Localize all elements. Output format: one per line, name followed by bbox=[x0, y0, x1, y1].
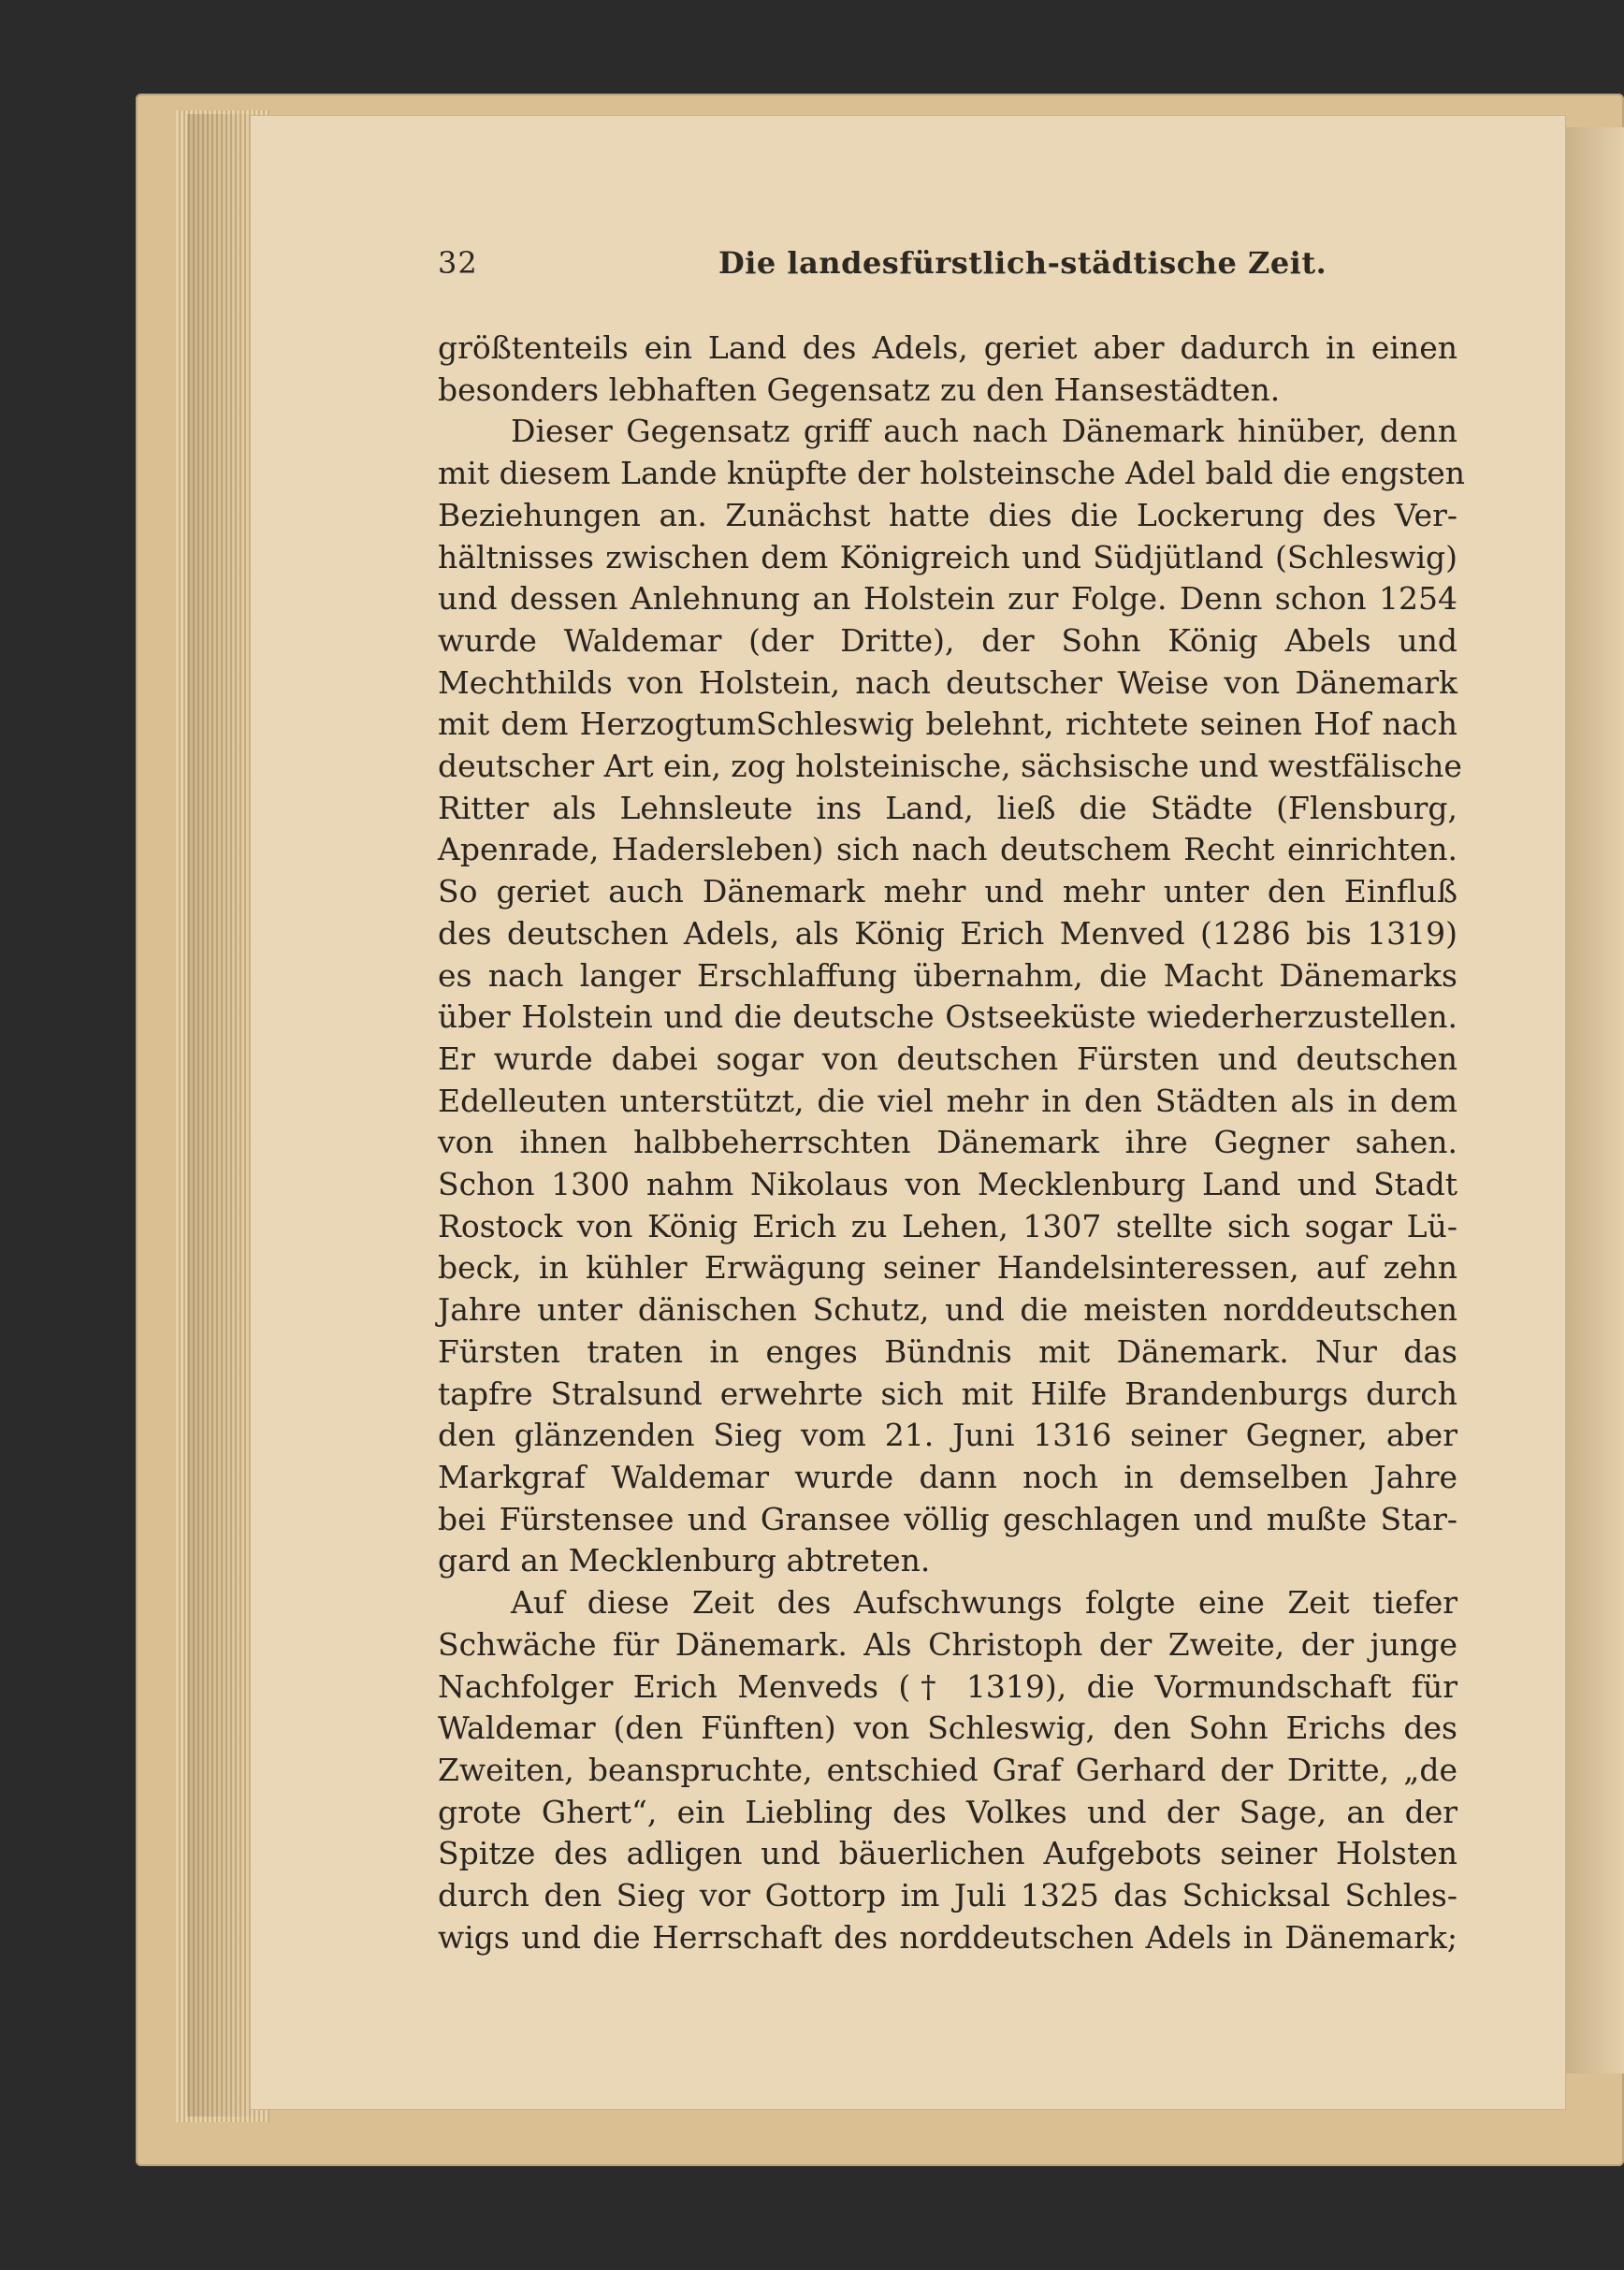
text-line: Nachfolger Erich Menveds († 1319), die Vormundschaft für bbox=[438, 1667, 1457, 1705]
text-line: Apenrade, Hadersleben) sich nach deutschem Recht einrichten. bbox=[438, 831, 1457, 868]
text-line: Mechthilds von Holstein, nach deutscher Weise von Dänemark bbox=[438, 663, 1457, 701]
text-line: über Holstein und die deutsche Ostseeküste wiederherzustellen. bbox=[438, 998, 1457, 1036]
text-line: durch den Sieg vor Gottorp im Juli 1325 das Schicksal Schles- bbox=[438, 1877, 1457, 1914]
text-line: es nach langer Erschlaffung übernahm, die Macht Dänemarks bbox=[438, 956, 1457, 994]
text-line: beck, in kühler Erwägung seiner Handelsinteressen, auf zehn bbox=[438, 1249, 1457, 1287]
text-line: gard an Mecklenburg abtreten. bbox=[438, 1542, 931, 1579]
text-line: Waldemar (den Fünften) von Schleswig, den Sohn Erichs des bbox=[438, 1710, 1457, 1747]
text-line: bei Fürstensee und Gransee völlig geschlagen und mußte Star- bbox=[438, 1500, 1457, 1537]
text-line: besonders lebhaften Gegensatz zu den Hansestädten. bbox=[438, 371, 1281, 408]
next-page-edge bbox=[1564, 127, 1624, 2074]
text-line: So geriet auch Dänemark mehr und mehr unter den Einfluß bbox=[438, 873, 1457, 910]
text-line: mit diesem Lande knüpfte der holsteinsche Adel bald die engsten bbox=[438, 455, 1466, 492]
text-line: Er wurde dabei sogar von deutschen Fürsten und deutschen bbox=[438, 1040, 1457, 1077]
text-line: und dessen Anlehnung an Holstein zur Folge. Denn schon 1254 bbox=[438, 580, 1457, 618]
text-line: Markgraf Waldemar wurde dann noch in demselben Jahre bbox=[438, 1458, 1457, 1495]
text-line: den glänzenden Sieg vom 21. Juni 1316 seiner Gegner, aber bbox=[438, 1417, 1457, 1454]
text-line: Schon 1300 nahm Nikolaus von Mecklenburg Land und Stadt bbox=[438, 1166, 1457, 1203]
text-line: mit dem HerzogtumSchleswig belehnt, richtete seinen Hof nach bbox=[438, 706, 1457, 743]
page-content bbox=[438, 245, 1466, 1958]
text-line: wurde Waldemar (der Dritte), der Sohn König Abels und bbox=[438, 621, 1457, 659]
text-line: Jahre unter dänischen Schutz, und die meisten norddeutschen bbox=[438, 1291, 1457, 1329]
text-line: deutscher Art ein, zog holsteinische, sächsische und westfälische bbox=[438, 748, 1462, 785]
text-line: Schwäche für Dänemark. Als Christoph der Zweite, der junge bbox=[438, 1625, 1457, 1663]
page-number: 32 bbox=[438, 245, 478, 281]
text-line: größtenteils ein Land des Adels, geriet aber dadurch in einen bbox=[438, 329, 1457, 366]
text-line: Dieser Gegensatz griff auch nach Dänemark hinüber, denn bbox=[511, 413, 1457, 450]
text-line: wigs und die Herrschaft des norddeutschen Adels in Dänemark; bbox=[438, 1918, 1457, 1956]
text-line: hältnisses zwischen dem Königreich und Südjütland (Schleswig) bbox=[438, 538, 1457, 575]
text-line: Beziehungen an. Zunächst hatte dies die Lockerung des Ver- bbox=[438, 496, 1457, 533]
text-line: Zweiten, beanspruchte, entschied Graf Gerhard der Dritte, „de bbox=[438, 1751, 1457, 1788]
running-title: Die landesfürstlich-städtische Zeit. bbox=[718, 245, 1327, 281]
text-line: Edelleuten unterstützt, die viel mehr in den Städten als in dem bbox=[438, 1082, 1457, 1119]
page-header bbox=[438, 245, 1457, 292]
text-line: Spitze des adligen und bäuerlichen Aufgebots seiner Holsten bbox=[438, 1835, 1457, 1872]
text-line: von ihnen halbbeherrschten Dänemark ihre Gegner sahen. bbox=[438, 1124, 1457, 1161]
body-text bbox=[438, 327, 1466, 1958]
text-line: Ritter als Lehnsleute ins Land, ließ die Städte (Flensburg, bbox=[438, 789, 1457, 826]
text-line: grote Ghert“, ein Liebling des Volkes und der Sage, an der bbox=[438, 1793, 1457, 1830]
text-line: Rostock von König Erich zu Lehen, 1307 stellte sich sogar Lü- bbox=[438, 1207, 1457, 1244]
text-line: Auf diese Zeit des Aufschwungs folgte eine Zeit tiefer bbox=[511, 1584, 1457, 1622]
text-line: des deutschen Adels, als König Erich Menved (1286 bis 1319) bbox=[438, 914, 1457, 952]
text-line: Fürsten traten in enges Bündnis mit Dänemark. Nur das bbox=[438, 1332, 1457, 1370]
text-line: tapfre Stralsund erwehrte sich mit Hilfe Brandenburgs durch bbox=[438, 1375, 1457, 1412]
